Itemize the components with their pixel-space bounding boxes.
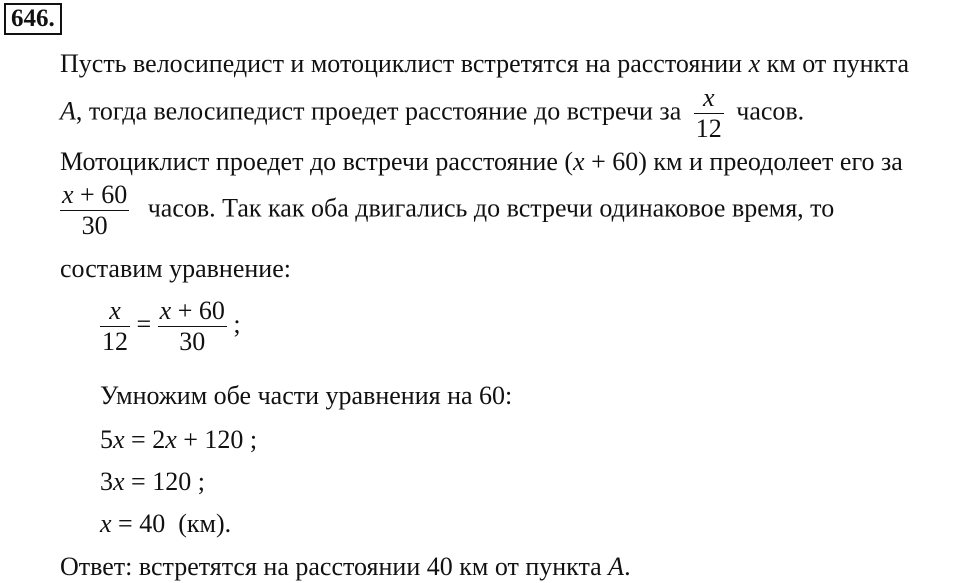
answer-line [60, 552, 631, 582]
fraction-left [100, 296, 130, 357]
frac-num-x: x [62, 180, 74, 209]
point-a: A [608, 552, 625, 581]
fraction-x-over-12 [694, 83, 724, 144]
frac-den: 30 [81, 211, 108, 240]
frac-num-rest: + 60 [73, 180, 128, 209]
text: + 60) км и преодолеет его за [584, 147, 903, 176]
semicolon: ; [233, 309, 241, 339]
text: часов. [736, 96, 805, 126]
fraction-x-plus-60-over-30 [60, 180, 129, 241]
problem-number: 646. [4, 3, 62, 35]
text-line-4 [60, 180, 834, 241]
text-line-1 [60, 49, 909, 79]
var-x: x [573, 147, 585, 176]
text-line-2 [60, 83, 804, 144]
text: , тогда велосипедист проедет расстояние до встречи за [75, 96, 682, 126]
text: + 120 ; [176, 425, 258, 454]
var-x: x [113, 467, 125, 496]
var-x: x [748, 49, 761, 78]
frac-den: 12 [102, 327, 128, 356]
var-x: x [165, 425, 177, 454]
text: = 40 (км). [111, 509, 232, 538]
equation-1 [100, 296, 241, 357]
text: часов. Так как оба двигались до встречи одинаковое время, то [147, 193, 835, 223]
var-x: x [113, 425, 125, 454]
equals-sign: = [136, 309, 152, 339]
frac-num-rest: + 60 [171, 296, 225, 325]
text: 5 [100, 425, 113, 454]
text-line-3 [60, 147, 903, 177]
fraction-right [158, 296, 227, 357]
text: = 2 [124, 425, 166, 454]
equation-3 [100, 467, 205, 497]
text-line-5: составим уравнение: [60, 254, 291, 283]
text: = 120 ; [124, 467, 205, 496]
frac-num-x: x [159, 296, 172, 325]
frac-num: x [702, 83, 715, 112]
text: км от пункта [760, 49, 910, 78]
frac-den: 12 [695, 114, 722, 143]
frac-num: x [109, 296, 121, 325]
text: Ответ: встретятся на расстоянии 40 км от пункта [60, 552, 609, 581]
equation-4 [100, 509, 231, 539]
multiply-text: Умножим обе части уравнения на 60: [100, 381, 513, 410]
frac-den: 30 [179, 327, 206, 356]
equation-2 [100, 425, 257, 455]
text: . [624, 552, 631, 581]
var-x: x [100, 509, 112, 538]
text: Пусть велосипедист и мотоциклист встретятся на расстоянии [60, 49, 749, 78]
point-a: A [60, 96, 76, 126]
text: Мотоциклист проедет до встречи расстояние ( [60, 147, 574, 176]
text: 3 [100, 467, 113, 496]
